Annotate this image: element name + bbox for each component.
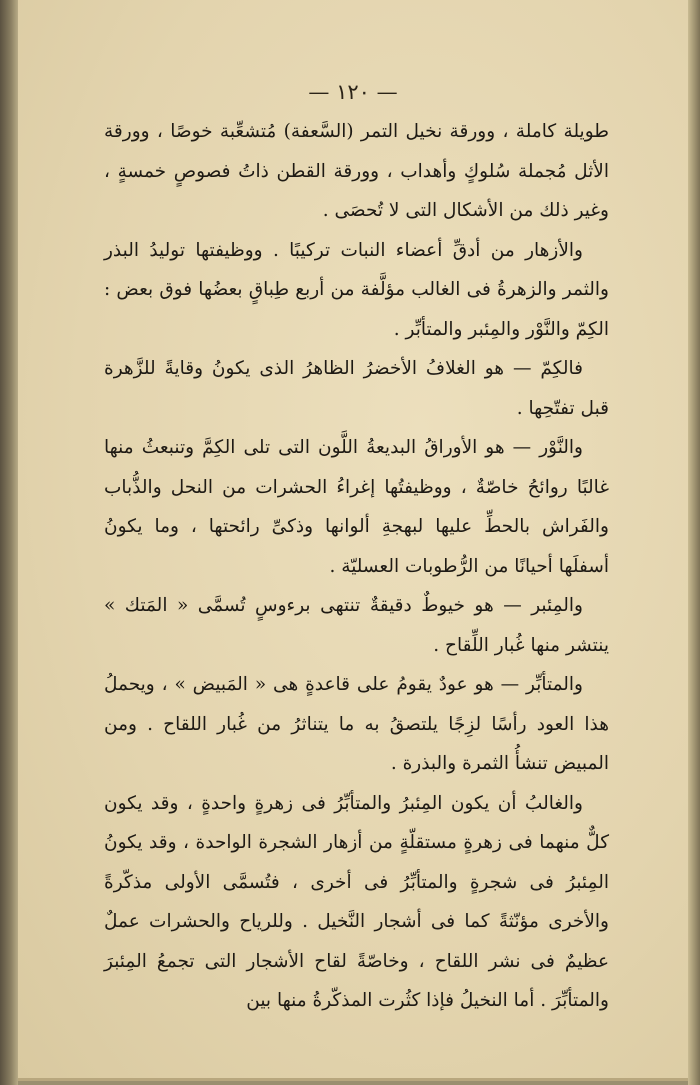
- page-number: — ١٢٠ —: [308, 80, 398, 104]
- book-page: [18, 0, 688, 1081]
- book-spine-shadow: [0, 0, 18, 1085]
- paragraph: والغالبُ أن يكون المِئبرُ والمتأبِّرُ فى زهرةٍ واحدةٍ ، وقد يكون كلٌّ منهما فى زهرةٍ مستقلّةٍ من أزهار الشجرة الواحدة ، وقد يكونُ المِئبرُ فى شجرةٍ والمتأبِّرُ فى أخرى ، فتُسمَّى الأولى مذكّرةً والأخرى مؤنّثةً كما فى أشجار النَّخيل . وللرياح والحشرات عملٌ عظيمٌ فى نشر اللقاح ، وخاصّةً لقاح الأشجار التى تجمعُ المِئبرَ والمتأبِّرَ . أما النخيلُ فإذا كثُرت المذكّرةُ منها بين: [104, 792, 609, 1011]
- paragraph: فالكِمّ — هو الغلافُ الأخضرُ الظاهرُ الذى يكونُ وقايةً للزَّهرة قبل تفتّحِها .: [104, 358, 609, 419]
- body-text: [104, 112, 609, 1021]
- paragraph: والمِئبر — هو خيوطٌ دقيقةٌ تنتهى برءوسٍ تُسمَّى « المَتك » ينتشر منها غُبار اللِّقاح .: [104, 595, 609, 656]
- paragraph: والمتأبِّر — هو عودٌ يقومُ على قاعدةٍ هى « المَبيض » ، ويحملُ هذا العود رأسًا لزِجًا يلتصقُ به ما يتناثرُ من غُبار اللقاح . ومن المبيض تنشأُ الثمرة والبذرة .: [104, 674, 609, 774]
- paragraph: والنَّوْر — هو الأوراقُ البديعةُ اللَّون التى تلى الكِمَّ وتنبعثُ منها غالبًا روائحُ خاصّةٌ ، ووظيفتُها إغراءُ الحشرات من النحل والذُّباب والفَراش بالحطِّ عليها لبهجةِ ألوانها وذكىِّ رائحتها ، وما يكونُ أسفلَها أحيانًا من الرُّطوبات العسليّة .: [104, 437, 609, 577]
- paragraph: والأزهار من أدقِّ أعضاء النبات تركيبًا . ووظيفتها توليدُ البذر والثمر والزهرةُ فى الغالب مؤلَّفة من أربع طِباقٍ بعضُها فوق بعض : الكِمّ والنَّوْر والمِئبر والمتأبِّر .: [104, 239, 609, 340]
- page-edge: [688, 0, 700, 1085]
- paragraph: طويلة كاملة ، وورقة نخيل التمر (السَّعفة) مُتشعِّبة خوصًا ، وورقة الأثل مُجملة سُلوكٍ وأهداب ، وورقة القطن ذاتُ فصوصٍ خمسةٍ ، وغير ذلك من الأشكال التى لا تُحصَى .: [104, 121, 609, 221]
